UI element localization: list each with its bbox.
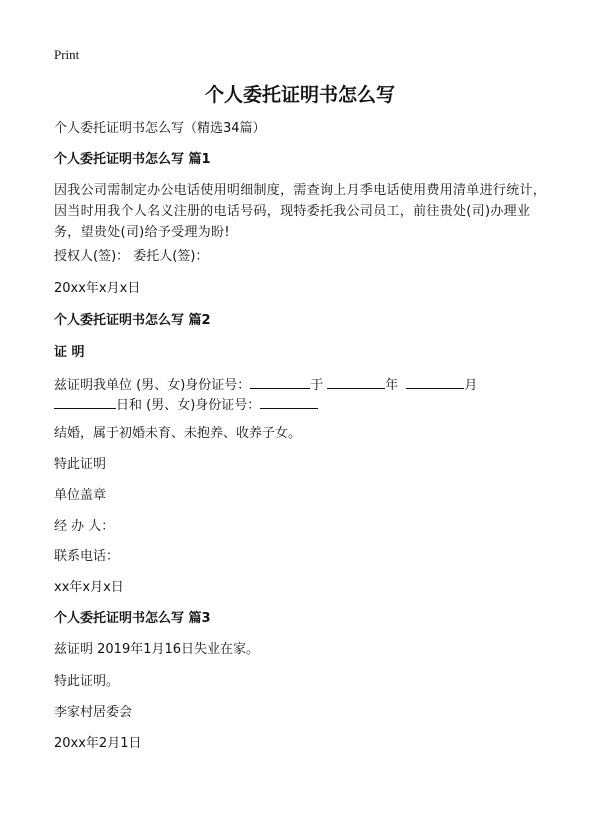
section-2-heading: 个人委托证明书怎么写 篇2 xyxy=(54,313,211,328)
document-subtitle: 个人委托证明书怎么写（精选34篇） xyxy=(54,121,266,136)
unit-seal: 单位盖章 xyxy=(54,488,107,503)
certificate-line-1-year: 年 xyxy=(385,378,399,393)
phone-label: 联系电话： xyxy=(54,549,120,564)
section-2-date: xx年x月x日 xyxy=(54,580,124,595)
section-1-date: 20xx年x月x日 xyxy=(54,281,141,296)
certificate-line-1 xyxy=(54,374,477,396)
section-3-special: 特此证明。 xyxy=(54,674,120,689)
certificate-line-2 xyxy=(54,394,318,416)
id-number-blank xyxy=(250,374,310,389)
section-3-date: 20xx年2月1日 xyxy=(54,736,142,751)
section-1-signatures: 授权人(签)： 委托人(签)： xyxy=(54,249,209,264)
print-link[interactable]: Print xyxy=(54,47,80,62)
page-title: 个人委托证明书怎么写 xyxy=(204,84,395,106)
section-2-special: 特此证明 xyxy=(54,457,107,472)
section-3-body: 兹证明 2019年1月16日失业在家。 xyxy=(54,642,260,657)
certificate-line-1-text: 兹证明我单位 (男、女)身份证号： xyxy=(54,378,251,393)
certificate-line-1-yu: 于 xyxy=(310,378,324,393)
marriage-statement: 结婚，属于初婚未育、未抱养、收养子女。 xyxy=(54,426,302,441)
year-blank xyxy=(327,374,385,389)
certificate-line-1-month: 月 xyxy=(464,378,478,393)
village-committee: 李家村居委会 xyxy=(54,705,133,720)
spouse-id-blank xyxy=(260,394,318,409)
section-1-heading: 个人委托证明书怎么写 篇1 xyxy=(54,152,211,167)
day-blank xyxy=(54,394,116,409)
handler-label: 经 办 人： xyxy=(54,519,115,534)
certificate-line-2-text: 日和 (男、女)身份证号： xyxy=(116,398,261,413)
certificate-label: 证 明 xyxy=(54,345,85,360)
month-blank xyxy=(406,374,464,389)
section-3-heading: 个人委托证明书怎么写 篇3 xyxy=(54,611,211,626)
section-1-body: 因我公司需制定办公电话使用明细制度，需查询上月季电话使用费用清单进行统计，因当时用我个人名义注册的电话号码，现特委托我公司员工，前往贵处(司)办理业务，望贵处(司)给予受理为盼! xyxy=(54,183,547,240)
